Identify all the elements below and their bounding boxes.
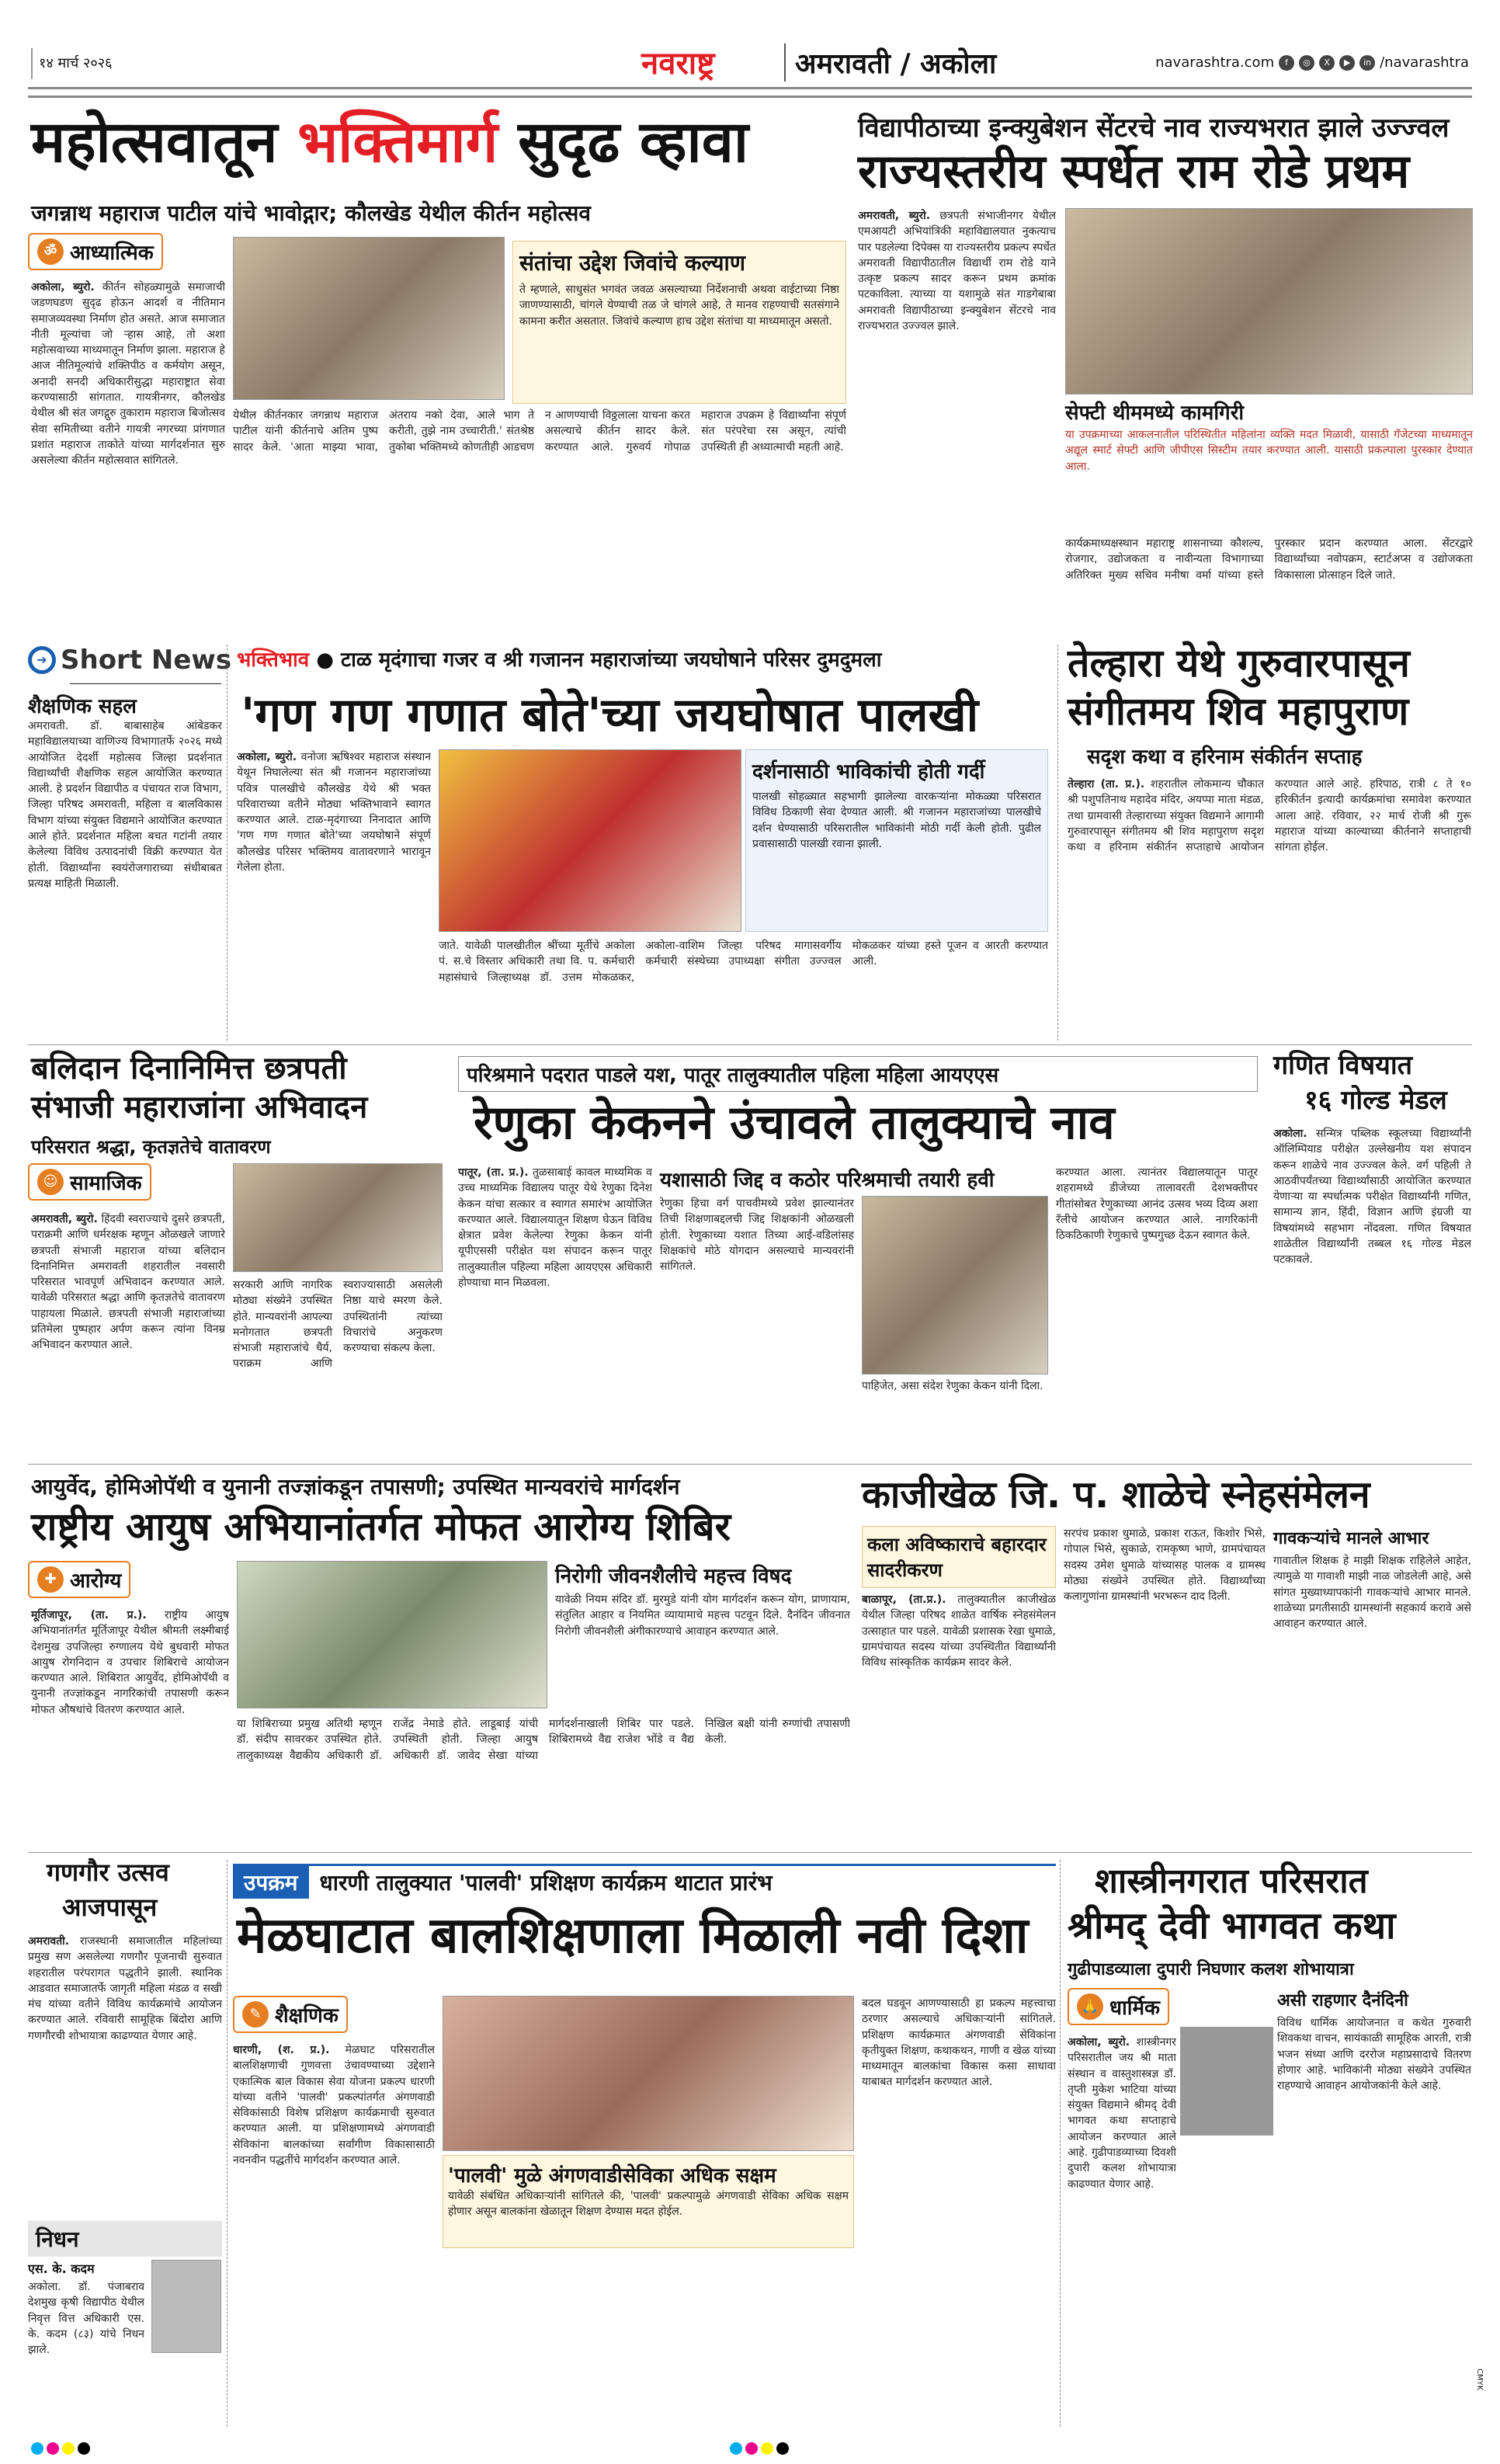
body-text: हिंदवी स्वराज्याचे दुसरे छत्रपती, पराक्रमी आणि धर्मरक्षक म्हणून ओळखले जाणारे छत्रपती संभाजी महाराज यांच्या बलिदान दिनानिमित्त अमरावती शहरातील नवसारी परिसरात भावपूर्ण अभिवादन करण्यात आले. यावेळी परिसरात श्रद्धा आणि कृतज्ञतेचे वातावरण पाहायला मिळाले. छत्रपती संभाजी महाराजांच्या प्रतिमेला पुष्पहार अर्पण करून त्यांना विनम्र अभिवादन करण्यात आले. [31,1213,225,1352]
prayer-icon: 🙏 [1077,1993,1103,2020]
story3-body [237,749,431,1041]
pencil-icon: ✎ [242,2001,269,2028]
sidebar-body: यावेळी संबंधित अधिकाऱ्यांनी सांगितले की, 'पालवी' प्रकल्पामुळे अंगणवाडी सेविका अधिक सक्षम होणार असून बालकांना खेळातून शिक्षण देण्यास मदत होईल. [448,2190,849,2219]
story12-headline-1: शास्त्रीनगरात परिसरात [1095,1861,1368,1901]
sidebar-body: ते म्हणाले, साधुसंत भगवंत जवळ असल्याच्या निर्देशनाची अथवा वाईटाच्या निष्ठा जाणण्यासाठी, चांगले येण्याची तळ जे चांगले आहे, ते मानव राहण्याची सतसंगाने कामना करीत असतात. जिवांचे कल्याण हाच उद्देश संतांचा या माध्यमातून असतो. [519,283,839,328]
story3-sidebar [745,749,1048,932]
section-tag [28,1561,130,1598]
row-divider [28,1464,1472,1465]
section-tag [28,1163,151,1201]
masthead-logo[interactable]: नवराष्ट्र [641,46,715,82]
dateline: अकोला. [1273,1128,1307,1140]
social-handle: /navarashtra [1380,54,1469,71]
story6-headline: रेणुका केकनने उंचावले तालुक्याचे नाव [474,1096,1115,1150]
tag-label: आध्यात्मिक [70,242,154,265]
health-icon: ✚ [37,1566,64,1593]
body-text: राजस्थानी समाजातील महिलांच्या प्रमुख सण असलेल्या गणगौर पूजनाची सुरुवात शहरातील परंपरागत पद्धतीने झाली. स्थानिक आडवात समाजातर्फे जागृती महिला मंडळ व सखी मंच यांच्या वतीने विविध कार्यक्रमांचे आयोजन करण्यात आले. रविवारी सामूहिक बिंदोरा आणि गणगौरची शोभायात्रा काढण्यात येणार आहे. [28,1935,222,2042]
portrait-photo [1180,2027,1273,2136]
story2-subhead: सेफ्टी थीममध्ये कामगिरी [1065,401,1245,425]
story2-headline: राज्यस्तरीय स्पर्धेत राम रोडे प्रथम [858,144,1410,199]
section-tag [233,1996,348,2033]
story5-body [31,1211,225,1456]
dateline: बाळापूर, (ता.प्र.). [862,1593,946,1606]
photo-caption: पाहिजेत, असा संदेश रेणुका केकन यांनी दिला. [862,1380,1043,1392]
dateline: अकोला, ब्युरो. [31,281,95,294]
column-divider [1057,645,1058,1041]
sidebar-title: 'पालवी' मुळे अंगणवाडीसेविका अधिक सक्षम [448,2164,776,2188]
kicker-label: भक्तिभाव [237,648,310,672]
short-news-item-title: शैक्षणिक सहल [28,695,137,718]
short-news-title: Short News [61,645,232,676]
story12-sub-body: विविध धार्मिक आयोजनात व कथेत गुरुवारी शिवकथा वाचन, सायंकाळी सामूहिक आरती, रात्री भजन संध्या आणि दररोज महाप्रसादाचे वितरण होणार आहे. भाविकांनी मोठ्या संख्येने उपस्थित राहण्याचे आवाहन आयोजकांनी केले आहे. [1277,2017,1471,2093]
story3-kicker: भक्तिभाव ● टाळ मृदंगाचा गजर व श्री गजानन महाराजांच्या जयघोषाने परिसर दुमदुमला [237,648,882,672]
story8-subhead: निरोगी जीवनशैलीचे महत्त्व विषद [555,1565,792,1588]
story1-sidebar [512,241,846,404]
body-text: शहरातील लोकमान्य चौकात श्री पशुपतिनाथ महादेव मंदिर, अयप्पा माता मंडळ, तथा ग्रामवासी तेल्हाराच्या संयुक्त विद्यमाने आगामी गुरुवारपासून संगीतमय श्री शिव महापुराण सदृश कथा व हरिनाम संकीर्तन सप्ताहाचे आयोजन करण्यात आले आहे. हरिपाठ, रात्री ८ ते १० हरिकीर्तन इत्यादी कार्यक्रमांचा समावेश करण्यात आला आहे. रविवार, २२ मार्च रोजी श्री गुरू महाराज यांच्या काल्याच्या कीर्तनाने सप्ताहाची सांगता होईल. [1068,778,1471,854]
body-text: तालुक्यातील काजीखेळ येथील जिल्हा परिषद शाळेत वार्षिक स्नेहसंमेलन उत्साहात पार पडले. यावेळी प्रशासक रेखा धुमाळे, ग्रामपंचायत सदस्य यांच्या उपस्थितीत विद्यार्थ्यांनी विविध सांस्कृतिक कार्यक्रम सादर केले. [862,1593,1056,1670]
story9-headline: काजीखेळ जि. प. शाळेचे स्नेहसंमेलन [862,1473,1370,1517]
section-tag [28,233,163,270]
story6-kicker: परिश्रमाने पदरात पाडले यश, पातूर तालुक्यातील पहिला महिला आयएएस [458,1056,1258,1092]
story11-body [233,2042,435,2427]
header-rule [28,87,1472,98]
story7-headline-1: गणित विषयात [1273,1050,1413,1081]
spiritual-icon: ॐ [37,238,64,265]
column-divider [1060,1860,1061,2427]
divider [70,683,221,684]
tag-label: आरोग्य [70,1569,122,1593]
story11-sidebar [443,2155,854,2248]
story1-body [31,280,225,629]
kirtan-photo [233,237,505,400]
kicker-label: उपक्रम [233,1866,309,1899]
row-divider [28,1044,1472,1045]
dateline: अमरावती, ब्युरो. [31,1213,98,1225]
story9-body [862,1592,1056,1844]
story11-headline: मेळघाटात बालशिक्षणाला मिळाली नवी दिशा [237,1907,1029,1965]
youtube-icon[interactable]: ▶ [1339,55,1355,71]
felicitation-photo [862,1196,1048,1374]
story11-body-2: बदल घडवून आणण्यासाठी हा प्रकल्प महत्त्वाचा ठरणार असल्याचे अधिकाऱ्यांनी सांगितले. प्रशिक्षण कार्यक्रमात अंगणवाडी सेविकांना कृतीयुक्त शिक्षण, कथाकथन, गाणी व खेळ यांच्या माध्यमातून बालकांचा विकास कसा साधावा याबाबत मार्गदर्शन करण्यात आले. [862,1997,1056,2089]
story10-headline-1: गणगौर उत्सव [47,1858,169,1887]
body-text: वनोजा ऋषिश्वर महाराज संस्थान येथून निघालेल्या संत श्री गजानन महाराजांच्या पवित्र पालखीचे कौलखेड येथे श्री भक्त परिवाराच्या वतीने मोठ्या भक्तिभावाने स्वागत करण्यात आले. टाळ-मृदंगाच्या निनादात आणि 'गण गण गणात बोते'च्या जयघोषाने संपूर्ण कौलखेड परिसर भक्तिमय वातावरणाने भारावून गेलेला होता. [237,751,431,874]
body-text: सन्मित्र पब्लिक स्कूलच्या विद्यार्थ्यांनी ऑलिम्पियाड परीक्षेत उल्लेखनीय यश संपादन करून शाळेचे नाव उज्ज्वल केले. वर्ग पहिली ते आठवीपर्यंतच्या विद्यार्थ्यांसाठी आयोजित करण्यात येणाऱ्या या स्पर्धात्मक परीक्षेत विद्यार्थ्यांनी गणित, सामान्य ज्ञान, हिंदी, विज्ञान आणि इंग्रजी या विषयांमध्ये सहभाग नोंदवला. गणित विषयात शाळेतील विद्यार्थ्यांनी तब्बल १६ गोल्ड मेडल पटकावले. [1273,1128,1471,1267]
dateline: तेल्हारा (ता. प्र.). [1068,778,1145,791]
story10-headline-2: आजपासून [62,1892,158,1922]
story9-body-2: सरपंच प्रकाश धुमाळे, प्रकाश राऊत, किशोर भिसे, गोपाल भिसे, सुकाळे, रामकृष्ण भाणे, ग्रामपंचायत सदस्य उमेश धुमाळे यांच्यासह पालक व ग्रामस्थ मोठ्या संख्येने उपस्थित होते. विद्यार्थ्यांच्या कलागुणांना ग्रामस्थांनी भरभरून दाद दिली. [1064,1527,1266,1604]
tribute-photo [233,1163,443,1272]
x-icon[interactable]: X [1319,55,1335,71]
palkhi-photo [439,749,741,932]
body-text: तुळसाबाई कावल माध्यमिक व उच्च माध्यमिक विद्यालय पातूर येथे रेणुका दिनेश केकन यांचा सत्कार व स्वागत समारंभ आयोजित करण्यात आले. विद्यालयातून शिक्षण घेऊन विविध क्षेत्रात प्रवेश केलेल्या रेणुका केकन यांनी यूपीएससी परीक्षेत यश संपादन करून पातूर तालुक्यातील पहिल्या महिला आयएएस अधिकारी होण्याचा मान मिळवला. [458,1166,652,1290]
cmyk-label: CMYK [1475,2368,1484,2391]
issue-date: १४ मार्च २०२६ [31,48,112,79]
story5-headline-2: संभाजी महाराजांना अभिवादन [31,1090,368,1125]
obituary-portrait [151,2260,221,2353]
story2-kicker: विद्यापीठाच्या इन्क्युबेशन सेंटरचे नाव राज्यभरात झाले उज्ज्वल [858,113,1450,144]
story4-headline-1: तेल्हारा येथे गुरुवारपासून [1068,641,1410,686]
story7-headline-2: १६ गोल्ड मेडल [1304,1085,1447,1116]
facebook-icon[interactable]: f [1279,55,1294,71]
registration-marks-center [730,2442,789,2455]
section-tag [1068,1988,1169,2025]
story12-headline-2: श्रीमद् देवी भागवत कथा [1068,1904,1396,1948]
story6-body-3: करण्यात आला. त्यानंतर विद्यालयातून पातूर शहरामध्ये डीजेच्या तालावरती देशभक्तीपर गीतांसोबत रेणुकाच्या आनंद उत्सव भव्य दिव्य अशा रॅलीचे आयोजन करण्यात आले. नागरिकांनी ठिकठिकाणी रेणुकाचे पुष्पगुच्छ देऊन स्वागत केले. [1056,1166,1258,1242]
headline-part: महोत्सवातून [31,109,298,176]
body-text: मेळघाट परिसरातील बालशिक्षणाची गुणवत्ता उंचावण्याच्या उद्देशाने एकात्मिक बाल विकास सेवा योजना प्रकल्प धारणी यांच्या वतीने 'पालवी' प्रकल्पांतर्गत अंगणवाडी सेविकांसाठी विशेष प्रशिक्षण कार्यक्रमाची सुरुवात करण्यात आली. या प्रशिक्षणामध्ये अंगणवाडी सेविकांना बालकांच्या सर्वांगीण विकासासाठी नवनवीन पद्धतींचे मार्गदर्शन करण्यात आले. [233,2044,435,2167]
body-text: राष्ट्रीय आयुष अभियानांतर्गत मूर्तिजापूर येथील श्रीमती लक्ष्मीबाई देशमुख उपजिल्हा रुग्णालय येथे बुधवारी मोफत आयुष रोगनिदान व उपचार शिबिराचे आयोजन करण्यात आले. शिबिरात आयुर्वेद, होमिओपॅथी व युनानी तज्ज्ञांकडून नागरिकांची तपासणी करून मोफत औषधांचे वितरण करण्यात आले. [31,1609,229,1716]
story9-box: कला अविष्काराचे बहारदार सादरीकरण [862,1526,1056,1588]
story4-headline-2: संगीतमय शिव महापुराण [1068,689,1409,734]
story5-body-cont: सरकारी आणि नागरिक मोठ्या संख्येने उपस्थित होते. मान्यवरांनी आपल्या मनोगतात छत्रपती संभाजी महाराजांचे धैर्य, पराक्रम आणि स्वराज्यासाठी असलेली निष्ठा याचे स्मरण केले. उपस्थितांनी त्यांच्या विचारांचे अनुकरण करण्याचा संकल्प केला. [233,1279,443,1371]
kicker-text: टाळ मृदंगाचा गजर व श्री गजानन महाराजांच्या जयघोषाने परिसर दुमदुमला [341,648,882,672]
linkedin-icon[interactable]: in [1359,55,1375,71]
story2-sub-body: या उपक्रमाच्या आकलनातील परिस्थितीत महिलांना व्यक्ति मदत मिळावी, यासाठी गॅजेटच्या माध्यमातून अद्यूल स्मार्ट सेफ्टी आणि जीपीएस सिस्टीम तयार करण्यात आली. यासाठी प्रकल्पाला पुरस्कार देण्यात आला. [1065,429,1473,473]
training-photo [443,1996,854,2151]
dateline: अकोला, ब्युरो. [1068,2036,1130,2049]
kicker-text: धारणी तालुक्यात 'पालवी' प्रशिक्षण कार्यक्रम थाटात प्रारंभ [319,1870,773,1896]
story5-headline-1: बलिदान दिनानिमित्त छत्रपती [31,1051,347,1086]
health-camp-photo [237,1561,547,1708]
story12-body [1068,2035,1176,2423]
story1-body-cont: येथील कीर्तनकार जगन्नाथ महाराज पाटील यांनी कीर्तनाचे अतिम पुष्प सादर केले. 'आता माझ्या भावा, अंतराय नको देवा, आले भाग ते करीती, तुझे नाम उच्चारीती.' संतश्रेष्ठ तुकोबा भक्तिमध्ये कोणतीही आडचण न आणण्याची विठ्ठलाला याचना करत असल्याचे कीर्तन सादर केले. करण्यात आले. गुरुवर्य गोपाळ महाराज उपक्रम हे विद्यार्थ्यांना संपूर्ण संत परंपरेचा रस असून, त्यांची उपस्थिती ही अध्यात्माची महती आहे. [233,409,846,454]
story9-body-3: गावातील शिक्षक हे माझी शिक्षक राहिलेले आहेत, त्यामुळे या गावाशी माझी नाळ जोडलेली आहे, असे सांगत मुख्याध्यापकांनी गावकऱ्यांचे आभार मानले. शाळेच्या प्रगतीसाठी ग्रामस्थांनी सहकार्य करावे असे आवाहन करण्यात आले. [1273,1555,1471,1631]
story8-kicker: आयुर्वेद, होमिओपॅथी व युनानी तज्ज्ञांकडून तपासणी; उपस्थित मान्यवरांचे मार्गदर्शन [31,1474,680,1500]
tag-label: सामाजिक [70,1172,142,1195]
award-photo [1065,208,1473,394]
instagram-icon[interactable]: ◎ [1299,55,1314,71]
sidebar-title: दर्शनासाठी भाविकांची होती गर्दी [752,760,985,784]
row-divider [28,1852,1472,1853]
registration-marks-left [31,2442,90,2455]
story6-subhead: यशासाठी जिद्द व कठोर परिश्रमाची तयारी हवी [660,1169,995,1192]
story5-subhead: परिसरात श्रद्धा, कृतज्ञतेचे वातावरण [31,1136,271,1158]
story3-headline: 'गण गण गणात बोते'च्या जयघोषात पालखी [241,688,979,742]
story3-body-cont: जाते. यावेळी पालखीतील श्रींच्या मूर्तीचे अकोला पं. स.चे विस्तार अधिकारी तथा वि. प. कर्मचारी महासंघाचे जिल्हाध्यक्ष डॉ. उत्तम मोकळकर, अकोला-वाशिम जिल्हा परिषद मागासवर्गीय कर्मचारी संस्थेच्या उपाध्यक्षा संगीता उज्ज्वल मोकळकर यांच्या हस्ते पूजन व आरती करण्यात आली. [439,940,1048,984]
obituary-body: अकोला. डॉ. पंजाबराव देशमुख कृषी विद्यापीठ येथील निवृत्त वित्त अधिकारी एस. के. कदम (८३) यांचे निधन झाले. [28,2281,144,2357]
story4-subhead: सदृश कथा व हरिनाम संकीर्तन सप्ताह [1087,745,1363,769]
obituary-name: एस. के. कदम [28,2261,95,2276]
dateline: धारणी, (श. प्र.). [233,2044,330,2056]
tag-label: धार्मिक [1109,1997,1160,2020]
headline-highlight: भक्तिमार्ग [297,109,498,176]
headline-part: सुदृढ व्हावा [498,109,749,176]
short-news-body: अमरावती. डॉ. बाबासाहेब आंबेडकर महाविद्यालयाच्या वाणिज्य विभागातर्फे २०२६ मध्ये आयोजित देदर्शी महोत्सव जिल्हा प्रदर्शनात विद्यार्थ्यांची शैक्षणिक सहल आयोजित करण्यात आली. हे प्रदर्शन विद्यापीठ व पंचायत राज विभाग, जिल्हा परिषद अमरावती, महिला व बालविकास विभाग यांच्या संयुक्त विद्यमाने आयोजित करण्यात आले होते. प्रदर्शनात महिला बचत गटांनी तयार केलेल्या विविध उत्पादनांची विक्री करण्यात येत होती. विद्यार्थ्यांना स्वयंरोजगाराच्या संधीबाबत प्रत्यक्ष माहिती मिळाली. [28,720,222,890]
edition-name: अमरावती / अकोला [784,43,996,82]
body-text: छत्रपती संभाजीनगर येथील एमआयटी अभियांत्रिकी महाविद्यालयात नुकत्याच पार पडलेल्या दिपेक्स या राज्यस्तरीय प्रकल्प स्पर्धेत अमरावती विद्यापीठातील विद्यार्थी राम रोडे याने उत्कृष्ट प्रकल्प सादर करून प्रथम क्रमांक पटकाविला. त्याच्या या यशामुळे संत गाडगेबाबा अमरावती विद्यापीठाच्या इन्क्युबेशन सेंटरचे नाव राज्यभरात उज्ज्वल झाले. [858,210,1056,333]
story4-body [1068,777,1471,1037]
story12-subhead: गुढीपाडव्याला दुपारी निघणार कलश शोभायात्रा [1068,1960,1354,1979]
dateline: अकोला, ब्युरो. [237,751,297,763]
arrow-icon: ➔ [28,646,56,674]
story1-headline [31,109,749,176]
body-text: कीर्तन सोहळ्यामुळे समाजाची जडणघडण सुदृढ होऊन आदर्श व नीतिमान समाजव्यवस्था निर्माण होत असते. आज समाजात नीती मूल्यांचा जो ऱ्हास आहे, तो अशा महोत्सवाच्या माध्यमातून निर्माण झाला. महाराज हे आज नीतिमूल्यांचे शक्तिपीठ व कर्मयोग असून, अनादी सनदी अधिकारीसुद्धा महाराष्ट्रात सेवा करण्यासाठी सांगतात. गायत्रीनगर, कौलखेड येथील श्री संत जगद्गुरु तुकाराम महाराज बिजोत्सव सेवा समितीच्या वतीने गायत्री नगरच्या प्रांगणात प्रशांत महाराज ताकोते यांच्या मार्गदर्शनात सुरु असलेल्या कीर्तन महोत्सवात सांगितले. [31,281,225,467]
tag-label: शैक्षणिक [275,2004,339,2028]
short-news-header [28,645,231,676]
story6-body [458,1165,652,1456]
story11-kicker [233,1864,1056,1899]
body-text: शास्त्रीनगर परिसरातील जय श्री माता संस्थान व वास्तुशास्त्रज्ञ डॉ. तृप्ती मुकेश भाटिया यांच्या संयुक्त विद्यमाने श्रीमद् देवी भागवत कथा सप्ताहाचे आयोजन करण्यात आले आहे. गुढीपाडव्याच्या दिवशी दुपारी कलश शोभायात्रा काढण्यात येणार आहे. [1068,2036,1176,2191]
story10-body [28,1934,222,2190]
dateline: मूर्तिजापूर, (ता. प्र.). [31,1609,147,1621]
story8-body [31,1607,229,1840]
story2-body [858,208,1056,631]
story7-body [1273,1126,1471,1456]
dateline: पातूर, (ता. प्र.). [458,1166,529,1179]
dateline: अमरावती, ब्युरो. [858,210,931,222]
story8-sidebar-body: यावेळी नियम संदिर डॉ. मुरमुडे यांनी योग मार्गदर्शन करून योग, प्राणायाम, संतुलित आहार व नियमित व्यायामाचे महत्त्व पटवून दिले. दैनंदिन जीवनात निरोगी जीवनशैली अंगीकारण्याचे आवाहन करण्यात आले. [555,1593,850,1638]
story9-subhead: गावकऱ्यांचे मानले आभार [1273,1529,1429,1548]
story1-subhead: जगन्नाथ महाराज पाटील यांचे भावोद्गार; कौलखेड येथील कीर्तन महोत्सव [31,200,591,226]
story6-body-2: रेणुका हिचा वर्ग पाचवीमध्ये प्रवेश झाल्यानंतर तिची शिक्षणाबद्दलची जिद्द शिक्षकांनी ओळखली होती. रेणुकाच्या यशात तिच्या आई-वडिलांसह शिक्षकांचे मोठे योगदान असल्याचे मान्यवरांनी सांगितले. [660,1197,854,1274]
story8-body-cont: या शिबिराच्या प्रमुख अतिथी म्हणून डॉ. संदीप सावरकर उपस्थित होते. तालुकाध्यक्ष वैद्यकीय अधिकारी डॉ. राजेंद्र नेमाडे होते. लाडूबाई यांची उपस्थिती होती. जिल्हा आयुष अधिकारी डॉ. जावेद सेखा यांच्या मार्गदर्शनाखाली शिबिर पार पडले. शिबिरामध्ये वैद्य राजेश भोंडे व वैद्य निखिल बक्षी यांनी रुग्णांची तपासणी केली. [237,1718,850,1762]
website-link[interactable]: navarashtra.com [1155,54,1275,71]
sidebar-title: संतांचा उद्देश जिवांचे कल्याण [519,250,746,276]
people-icon: ☺ [37,1169,64,1195]
story12-sub-title: असी राहणार दैनंदिनी [1277,1991,1408,2010]
site-links [1155,54,1469,71]
story2-body-cont: कार्यक्रमाध्यक्षस्थान महाराष्ट्र शासनाच्या कौशल्य, रोजगार, उद्योजकता व नावीन्यता विभागाच्या अतिरिक्त मुख्य सचिव मनीषा वर्मा यांच्या हस्ते पुरस्कार प्रदान करण्यात आला. सेंटरद्वारे विद्यार्थ्यांच्या नवोपक्रम, स्टार्टअप्स व उद्योजकता विकासाला प्रोत्साहन दिले जाते. [1065,537,1473,582]
obituary-header: निधन [28,2221,222,2257]
sidebar-body: पालखी सोहळ्यात सहभागी झालेल्या वारकऱ्यांना मोकळ्या परिसरात विविध ठिकाणी सेवा देण्यात आली. श्री गजानन महाराजांच्या पालखीचे दर्शन घेण्यासाठी परिसरातील भाविकांनी मोठी गर्दी केली होती. पुढील प्रवासासाठी पालखी रवाना झाली. [752,791,1041,850]
story8-headline: राष्ट्रीय आयुष अभियानांतर्गत मोफत आरोग्य शिबिर [31,1504,731,1549]
dateline: अमरावती. [28,1935,70,1948]
